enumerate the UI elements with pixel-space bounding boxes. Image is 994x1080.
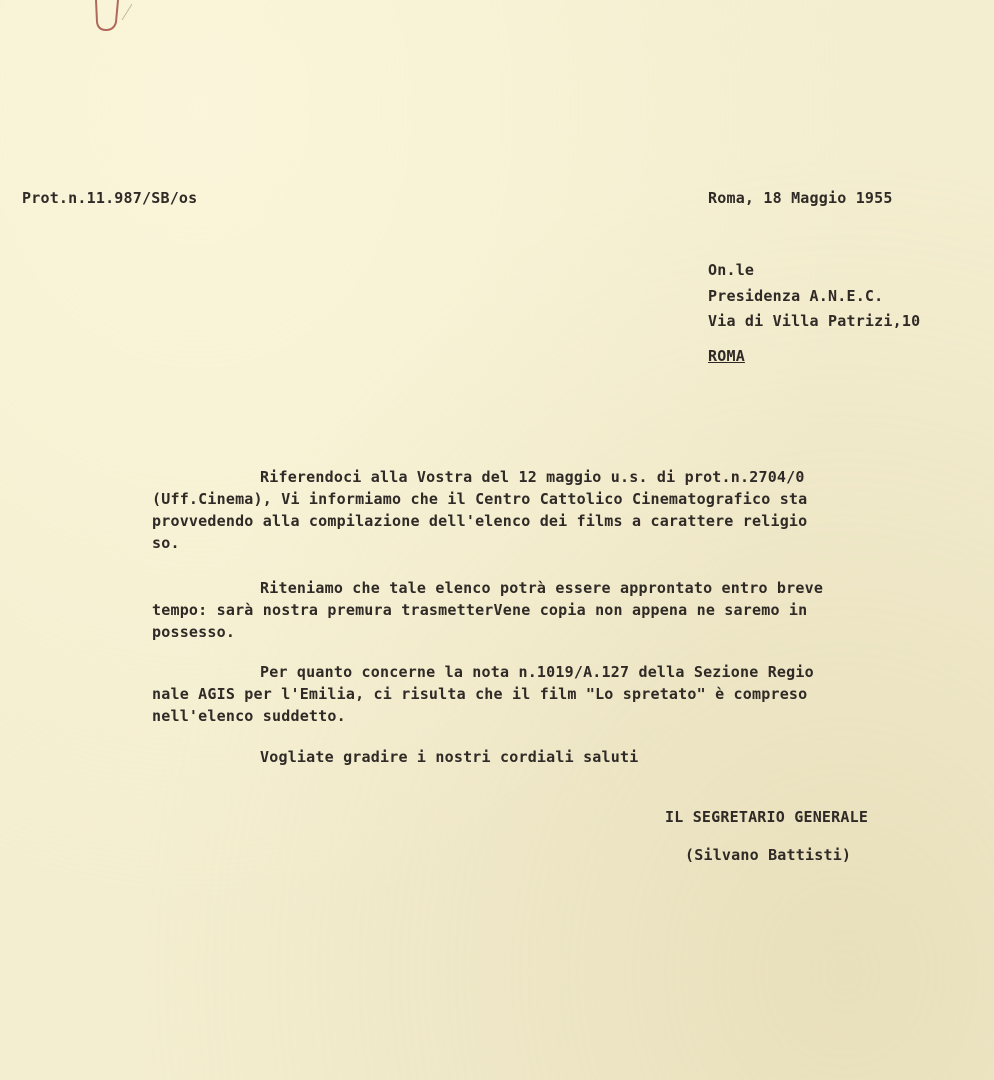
paragraph-line: nell'elenco suddetto. xyxy=(152,707,346,725)
recipient-name: Presidenza A.N.E.C. xyxy=(708,287,884,305)
paragraph-4 xyxy=(152,746,994,768)
paragraph-line: tempo: sarà nostra premura trasmetterVene copia non appena ne saremo in xyxy=(152,601,808,619)
paragraph-2 xyxy=(152,577,922,643)
ink-mark-icon xyxy=(92,0,132,34)
paragraph-line: so. xyxy=(152,534,180,552)
paragraph-line: Per quanto concerne la nota n.1019/A.127 della Sezione Regio xyxy=(260,663,814,681)
signature-title: IL SEGRETARIO GENERALE xyxy=(665,808,869,826)
paragraph-line: (Uff.Cinema), Vi informiamo che il Centro Cattolico Cinematografico sta xyxy=(152,490,808,508)
paragraph-3 xyxy=(152,661,922,727)
dateline: Roma, 18 Maggio 1955 xyxy=(708,189,893,207)
paragraph-line: possesso. xyxy=(152,623,236,641)
recipient-salutation: On.le xyxy=(708,261,755,279)
paragraph-1 xyxy=(152,466,922,554)
recipient-city: ROMA xyxy=(708,347,745,365)
paragraph-line: provvedendo alla compilazione dell'elenco dei films a carattere religio xyxy=(152,512,808,530)
closing-line: Vogliate gradire i nostri cordiali saluti xyxy=(260,748,639,766)
paragraph-line: nale AGIS per l'Emilia, ci risulta che il film "Lo spretato" è compreso xyxy=(152,685,808,703)
signature-name: (Silvano Battisti) xyxy=(685,846,852,864)
paragraph-line: Riteniamo che tale elenco potrà essere approntato entro breve xyxy=(260,579,824,597)
recipient-street: Via di Villa Patrizi,10 xyxy=(708,312,921,330)
protocol-number: Prot.n.11.987/SB/os xyxy=(22,189,198,207)
paragraph-line: Riferendoci alla Vostra del 12 maggio u.s. di prot.n.2704/0 xyxy=(260,468,805,486)
